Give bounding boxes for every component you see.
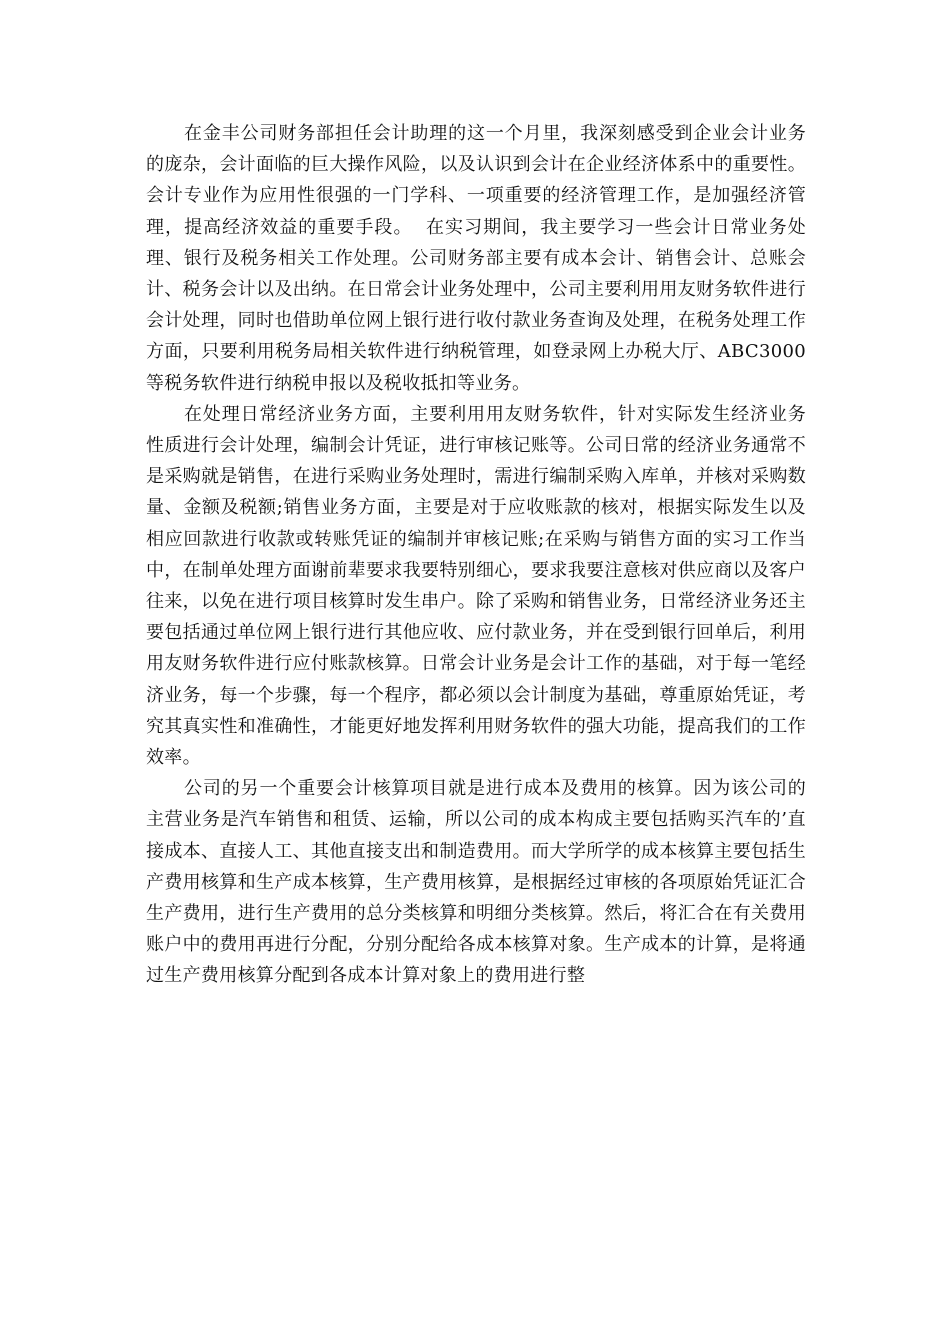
paragraph-1: 在金丰公司财务部担任会计助理的这一个月里，我深刻感受到企业会计业务的庞杂，会计面临的巨大操作风险，以及认识到会计在企业经济体系中的重要性。会计专业作为应用性很强的一门学科、一项重要的经济管理工作，是加强经济管理，提高经济效益的重要手段。 在实习期间，我主要学习一些会计日常业务处理、银行及税务相关工作处理。公司财务部主要有成本会计、销售会计、总账会计、税务会计以及出纳。在日常会计业务处理中，公司主要利用用友财务软件进行会计处理，同时也借助单位网上银行进行收付款业务查询及处理，在税务处理工作方面，只要利用税务局相关软件进行纳税管理，如登录网上办税大厅、ABC3000等税务软件进行纳税申报以及税收抵扣等业务。 — [146, 123, 806, 394]
body-text — [146, 118, 806, 992]
paragraph-2: 在处理日常经济业务方面，主要利用用友财务软件，针对实际发生经济业务性质进行会计处理，编制会计凭证，进行审核记账等。公司日常的经济业务通常不是采购就是销售，在进行采购业务处理时，需进行编制采购入库单，并核对采购数量、金额及税额;销售业务方面，主要是对于应收账款的核对，根据实际发生以及相应回款进行收款或转账凭证的编制并审核记账;在采购与销售方面的实习工作当中，在制单处理方面谢前辈要求我要特别细心，要求我要注意核对供应商以及客户往来，以免在进行项目核算时发生串户。除了采购和销售业务，日常经济业务还主要包括通过单位网上银行进行其他应收、应付款业务，并在受到银行回单后，利用用友财务软件进行应付账款核算。日常会计业务是会计工作的基础，对于每一笔经济业务，每一个步骤，每一个程序，都必须以会计制度为基础，尊重原始凭证，考究其真实性和准确性，才能更好地发挥利用财务软件的强大功能，提高我们的工作效率。 — [146, 403, 806, 769]
paragraph-3: 公司的另一个重要会计核算项目就是进行成本及费用的核算。因为该公司的主营业务是汽车销售和租赁、运输，所以公司的成本构成主要包括购买汽车的’直接成本、直接人工、其他直接支出和制造费用。而大学所学的成本核算主要包括生产费用核算和生产成本核算，生产费用核算，是根据经过审核的各项原始凭证汇合生产费用，进行生产费用的总分类核算和明细分类核算。然后，将汇合在有关费用账户中的费用再进行分配，分别分配给各成本核算对象。生产成本的计算，是将通过生产费用核算分配到各成本计算对象上的费用进行整 — [146, 778, 806, 987]
